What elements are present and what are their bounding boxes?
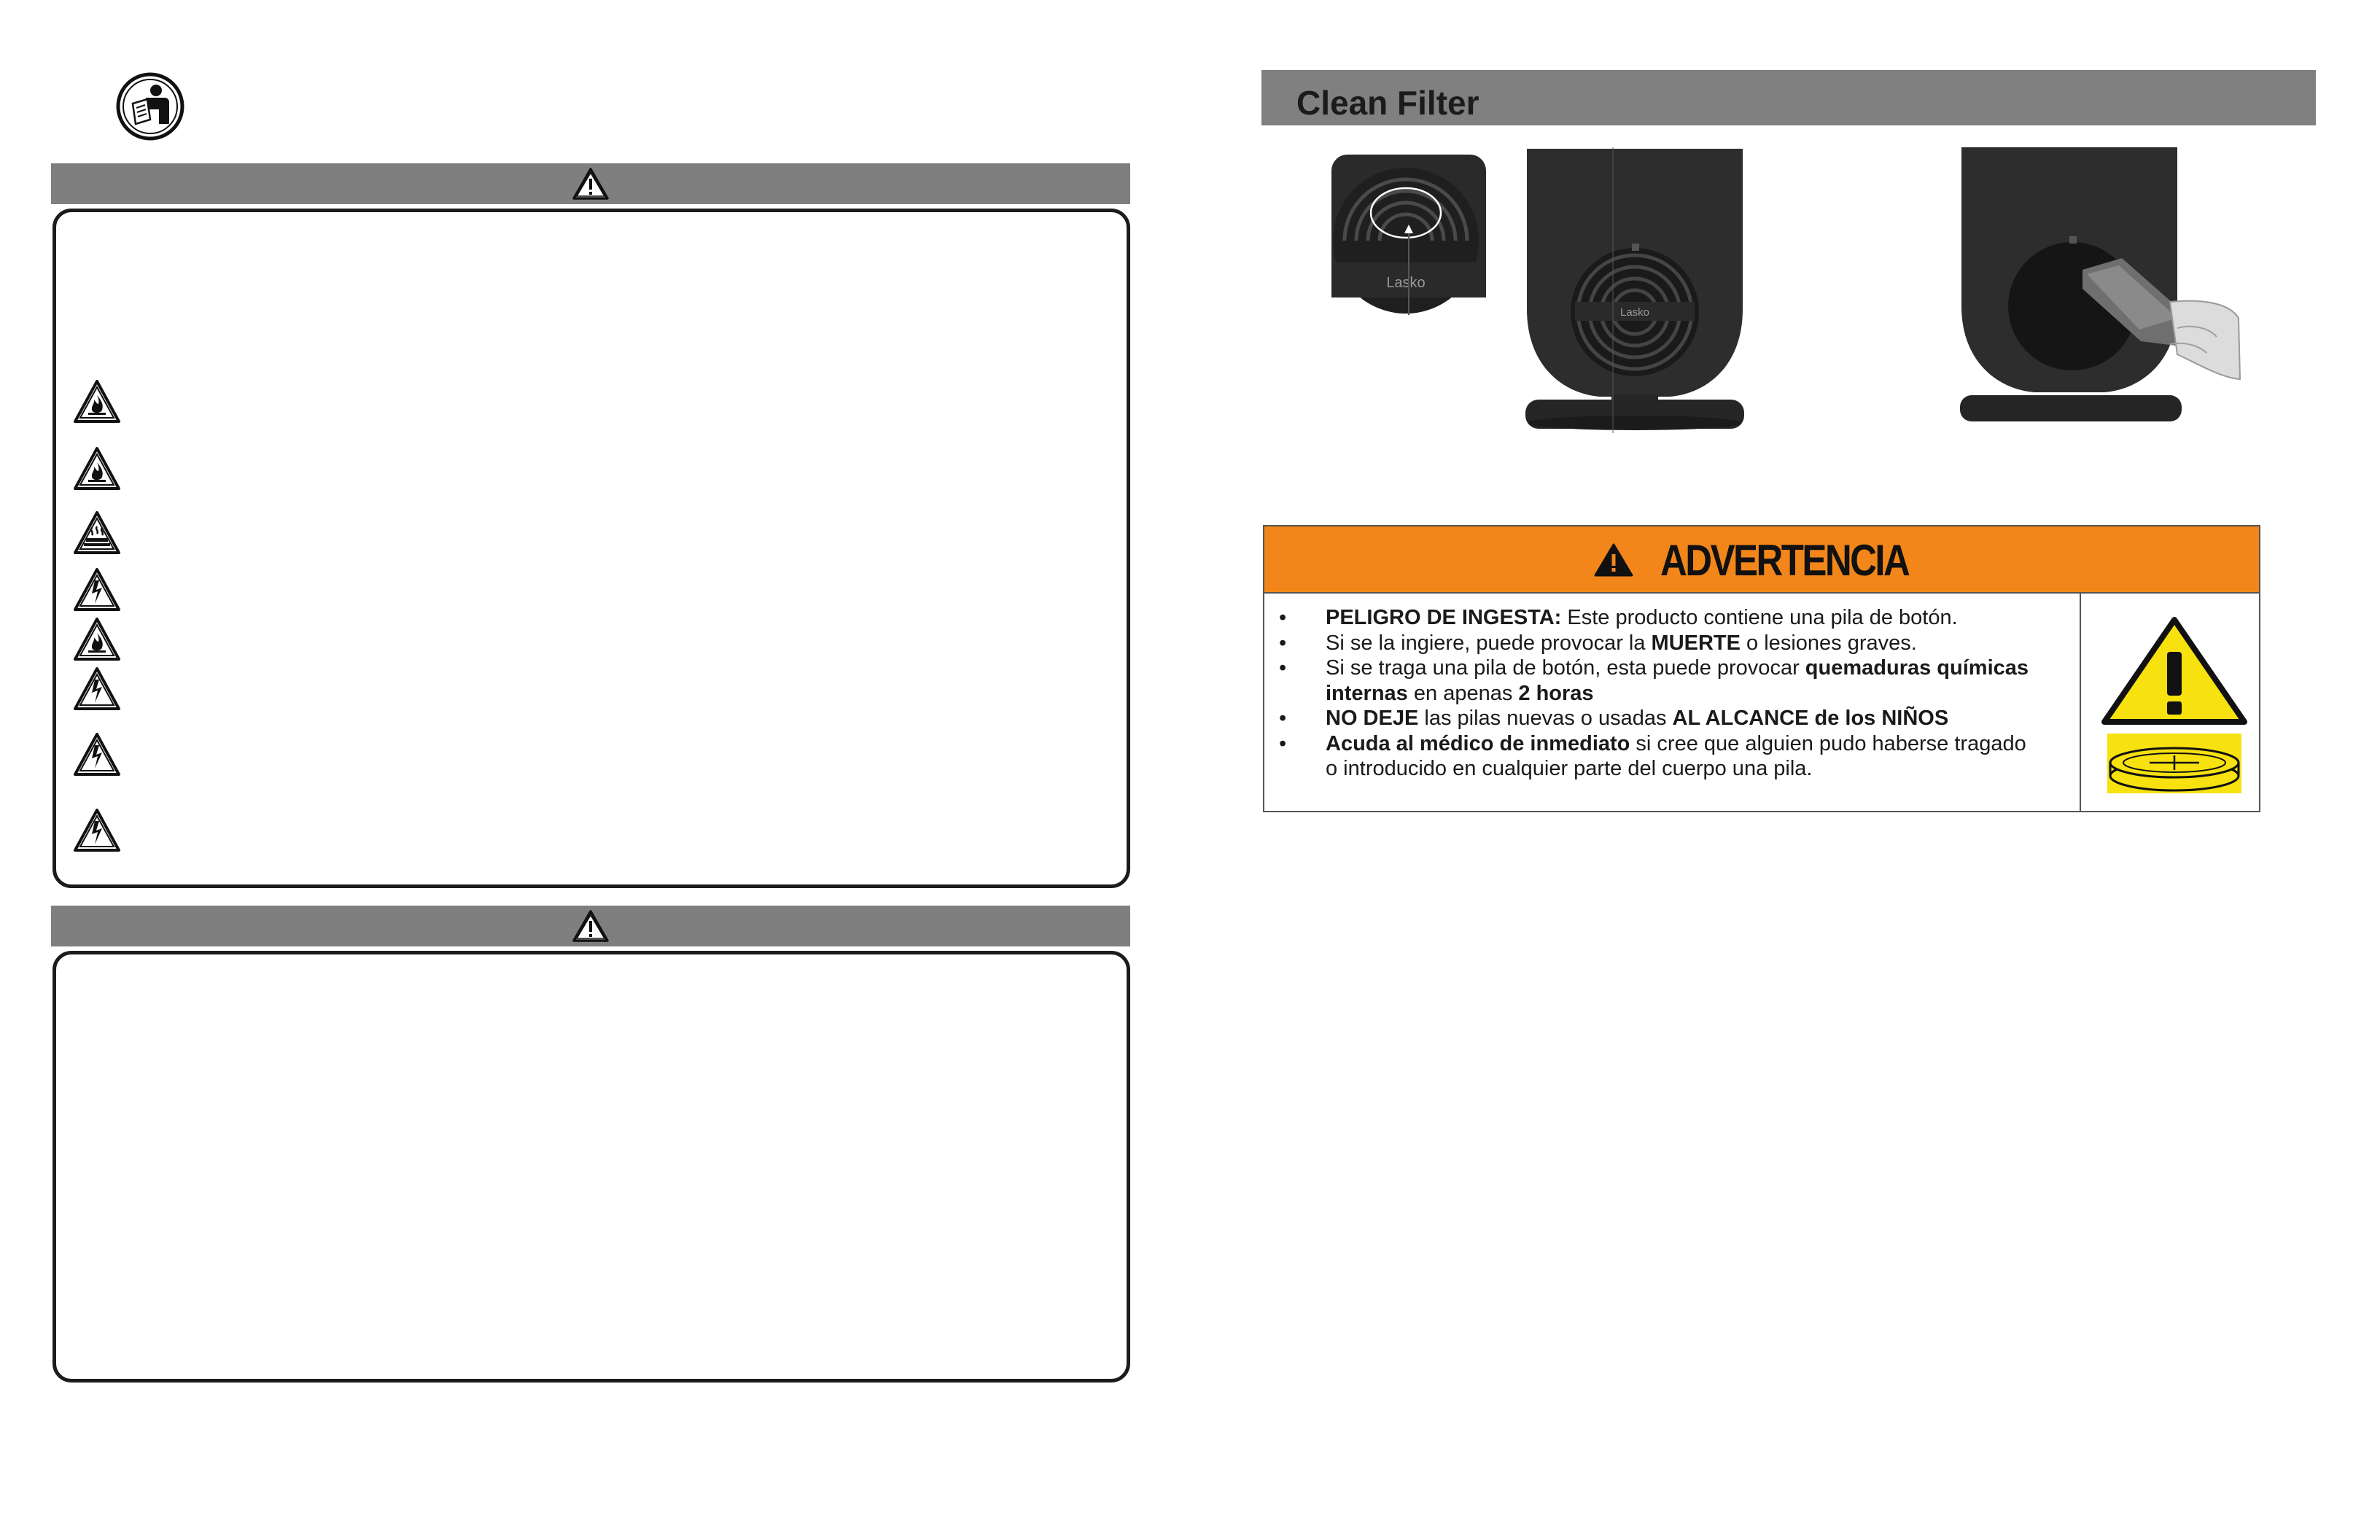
brand-label: Lasko (1386, 275, 1426, 291)
warning-line (1326, 706, 2074, 731)
warning-list-item (1279, 605, 2074, 631)
warning-line (1326, 656, 2074, 681)
bold-text: MUERTE (1651, 631, 1741, 655)
bullet: • (1279, 656, 1287, 680)
bold-text: 2 horas (1518, 681, 1594, 705)
bullet: • (1279, 631, 1287, 655)
bullet: • (1279, 731, 1287, 755)
electric-shock-icon (73, 808, 121, 853)
warning-list-item (1279, 631, 2074, 656)
text: si cree que alguien pudo haberse tragado (1630, 731, 2026, 755)
warning-header-bar (51, 163, 1130, 204)
text: Este producto contiene una pila de botón. (1561, 606, 1958, 629)
warning-line (1326, 605, 2074, 631)
bold-text: internas (1326, 681, 1408, 705)
warning-list-item (1279, 731, 2074, 782)
text: en apenas (1407, 681, 1519, 705)
warning-line (1326, 631, 2074, 656)
safety-instructions-box (52, 209, 1130, 888)
text: Si se traga una pila de botón, esta puede provocar (1326, 656, 1805, 680)
section-title: Clean Filter (1296, 84, 1479, 122)
warning-triangle-icon (1593, 542, 1634, 578)
text: o introducido en cualquier parte del cuerpo una pila. (1326, 757, 1813, 780)
warning-line (1326, 731, 2074, 757)
electric-shock-icon (73, 567, 121, 612)
warning-list-item (1279, 706, 2074, 731)
vacuum-filter-illustration (1959, 146, 2243, 426)
bold-text: AL ALCANCE de los NIÑOS (1672, 707, 1949, 730)
fire-hazard-icon (73, 379, 121, 424)
bold-text: PELIGRO DE INGESTA: (1326, 606, 1562, 629)
caution-header-bar (51, 906, 1130, 946)
bold-text: quemaduras químicas (1805, 656, 2029, 680)
brand-label: Lasko (1619, 306, 1650, 319)
bullet: • (1279, 606, 1287, 629)
heater-front-illustration (1524, 147, 1746, 433)
advertencia-title: ADVERTENCIA (1660, 535, 1909, 585)
electric-shock-icon (73, 732, 121, 777)
warning-line (1326, 681, 2074, 707)
electric-shock-icon (73, 666, 121, 712)
text: Si se la ingiere, puede provocar la (1326, 631, 1652, 655)
warning-triangle-icon (572, 167, 610, 201)
advertencia-warning-box (1263, 525, 2260, 812)
text: o lesiones graves. (1741, 631, 1917, 655)
warning-line (1326, 756, 2074, 782)
filter-closeup-illustration (1330, 153, 1488, 315)
bold-text: NO DEJE (1326, 707, 1419, 730)
advertencia-list (1279, 605, 2074, 782)
bullet: • (1279, 707, 1287, 730)
text: las pilas nuevas o usadas (1418, 707, 1673, 730)
bold-text: Acuda al médico de inmediato (1326, 731, 1630, 755)
swallow-battery-warning-icon (2101, 617, 2247, 795)
read-manual-icon (115, 71, 185, 141)
clean-filter-header (1261, 70, 2316, 125)
caution-instructions-box (52, 951, 1130, 1382)
warning-list-item (1279, 656, 2074, 706)
fire-hazard-icon (73, 446, 121, 491)
fire-hazard-icon (73, 617, 121, 662)
hot-surface-icon (73, 510, 121, 556)
warning-triangle-icon (572, 909, 610, 943)
